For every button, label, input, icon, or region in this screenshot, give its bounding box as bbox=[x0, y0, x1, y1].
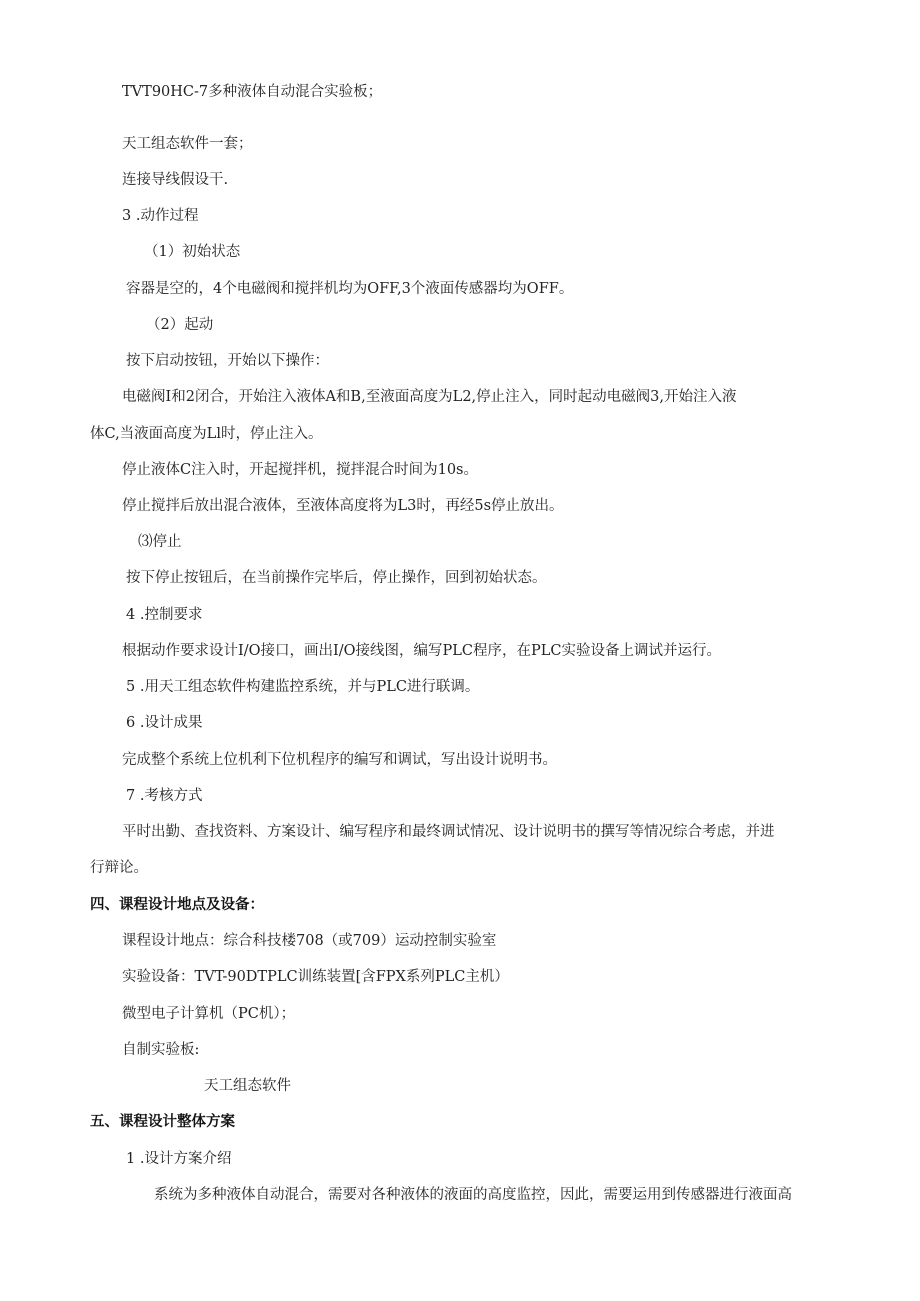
text-line: 根据动作要求设计I/O接口，画出I/O接线图，编写PLC程序，在PLC实验设备上调试并运行。 bbox=[122, 643, 721, 659]
chapter-heading: 五、课程设计整体方案 bbox=[90, 1114, 235, 1130]
text-line: 天工组态软件一套； bbox=[122, 136, 253, 152]
text-line: 完成整个系统上位机利下位机程序的编写和调试，写出设计说明书。 bbox=[122, 752, 557, 768]
text-line: 停止搅拌后放出混合液体，至液体高度将为L3时，再经5s停止放出。 bbox=[122, 498, 564, 514]
subsection-heading: （1）初始状态 bbox=[144, 244, 241, 260]
text-line: 天工组态软件 bbox=[204, 1078, 291, 1094]
text-line: 课程设计地点：综合科技楼708（或709）运动控制实验室 bbox=[122, 933, 497, 949]
section-heading: 3 .动作过程 bbox=[122, 208, 199, 224]
subsection-heading: （2）起动 bbox=[146, 317, 214, 333]
text-line: 微型电子计算机（PC机）； bbox=[122, 1006, 296, 1022]
text-line: 体C,当液面高度为Ll时，停止注入。 bbox=[90, 426, 323, 442]
text-line: 按下启动按钮，开始以下操作： bbox=[126, 353, 329, 369]
text-line: 容器是空的，4个电磁阀和搅拌机均为OFF,3个液面传感器均为OFF。 bbox=[126, 281, 574, 297]
text-line: 按下停止按钮后，在当前操作完毕后，停止操作，回到初始状态。 bbox=[126, 570, 547, 586]
text-line: 平时出勤、查找资料、方案设计、编写程序和最终调试情况、设计说明书的撰写等情况综合考虑，并进 bbox=[122, 824, 775, 840]
text-line: 连接导线假设干. bbox=[122, 172, 229, 188]
text-line: 实验设备：TVT-90DTPLC训练装置[含FPX系列PLC主机） bbox=[122, 969, 509, 985]
section-heading: 7 .考核方式 bbox=[126, 788, 203, 804]
text-line: 系统为多种液体自动混合，需要对各种液体的液面的高度监控，因此，需要运用到传感器进行液面高 bbox=[154, 1187, 792, 1203]
text-line: 自制实验板: bbox=[122, 1042, 200, 1058]
section-heading: 6 .设计成果 bbox=[126, 715, 203, 731]
section-heading: 5 .用天工组态软件构建监控系统，并与PLC进行联调。 bbox=[126, 679, 480, 695]
chapter-heading: 四、课程设计地点及设备： bbox=[90, 897, 264, 913]
text-line: 电磁阀I和2闭合，开始注入液体A和B,至液面高度为L2,停止注入，同时起动电磁阀3,开始注入液 bbox=[122, 389, 737, 405]
text-line: TVT90HC-7多种液体自动混合实验板； bbox=[122, 84, 383, 100]
section-heading: 1 .设计方案介绍 bbox=[126, 1151, 232, 1167]
text-line: 停止液体C注入时，开起搅拌机，搅拌混合时间为10s。 bbox=[122, 462, 478, 478]
section-heading: 4 .控制要求 bbox=[126, 607, 203, 623]
subsection-heading: ⑶停止 bbox=[138, 534, 182, 550]
text-line: 行辩论。 bbox=[90, 860, 148, 876]
